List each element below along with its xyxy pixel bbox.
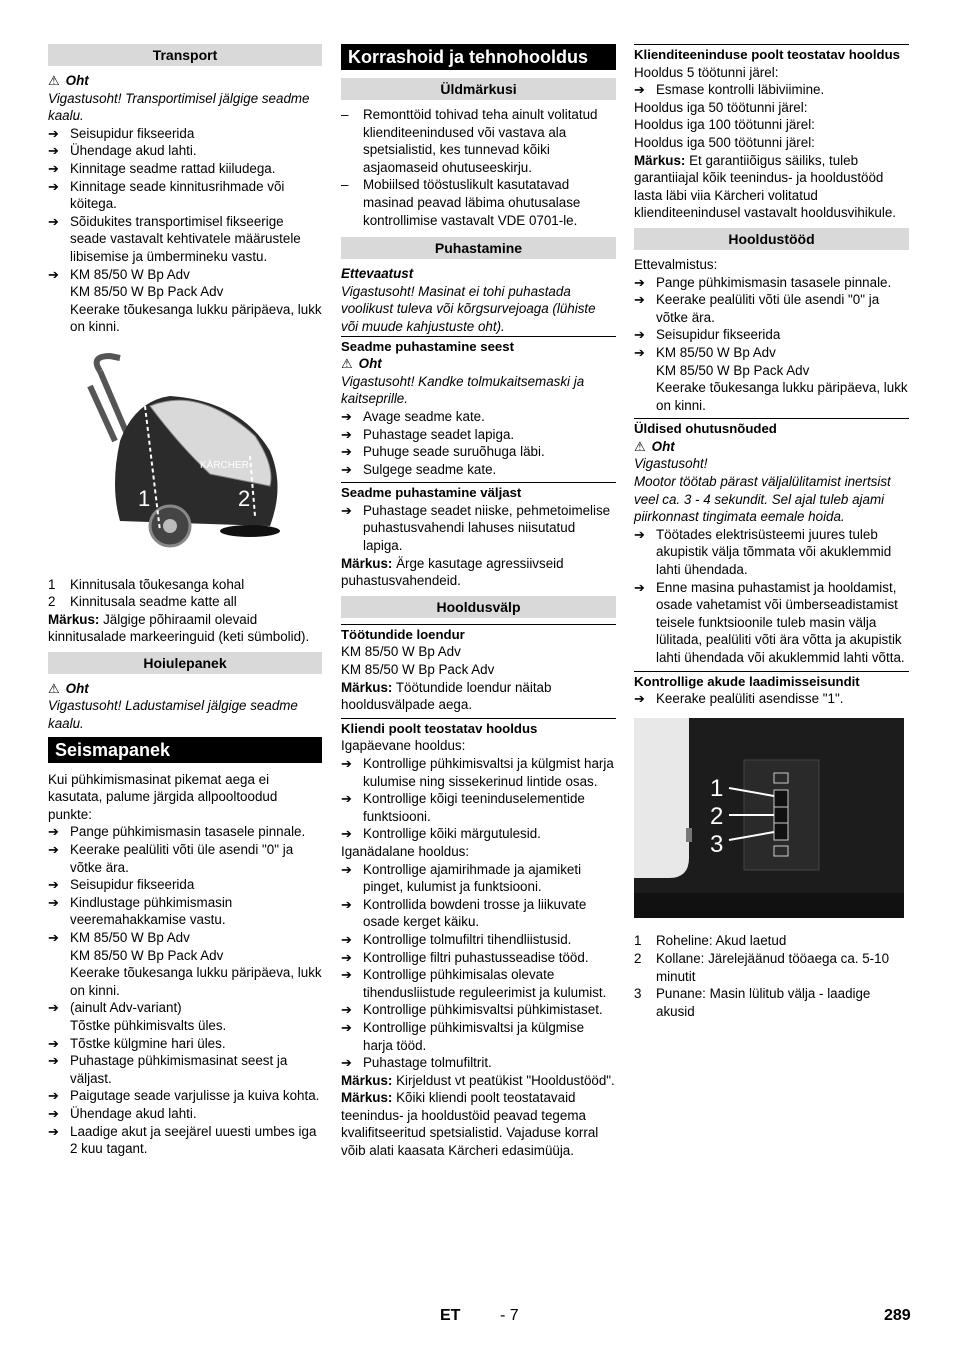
- list-item: ➔ KM 85/50 W Bp Adv: [634, 344, 909, 362]
- text-line: Ettevalmistus:: [634, 256, 718, 272]
- danger-label: ⚠ Oht: [634, 438, 675, 454]
- note: Märkus: Et garantiiõigus säiliks, tuleb garantiiajal kõik teenindus- ja hooldustööd lasta läbi viia Kärcheri volitatud klienditeenindusel vastavalt hooldusvihikule.: [634, 152, 897, 221]
- intro-text: Kui pühkimismasinat pikemat aega ei kasutata, palume järgida allpooltoodud punkte:: [48, 771, 278, 822]
- danger-label: ⚠ Oht: [341, 356, 382, 372]
- list-item: ➔ Keerake pealüliti asendisse "1".: [634, 690, 909, 708]
- legend-item: 2 Kollane: Järelejäänud tööaega ca. 5-10 minutit: [634, 950, 890, 984]
- list-item: ➔ Kinnitage seade kinnitusrihmade või köitega.: [48, 178, 322, 213]
- list-item: ➔ Sulgege seadme kate.: [341, 461, 616, 479]
- note: Märkus: Kirjeldust vt peatükist "Hooldustööd".: [341, 1072, 615, 1088]
- list-item: ➔ Kontrollida bowdeni trosse ja liikuvate osade kerget käiku.: [341, 896, 616, 931]
- list-item: ➔ Tõstke külgmine hari üles.: [48, 1035, 322, 1053]
- list-item-indent: KM 85/50 W Bp Pack Adv: [70, 284, 224, 300]
- list-item: ➔ Keerake pealüliti võti üle asendi "0" ja võtke ära.: [634, 291, 909, 326]
- sweeper-figure: [60, 346, 300, 561]
- hoiulepanek-heading: Hoiulepanek: [48, 652, 322, 674]
- battery-indicator-figure: [634, 718, 904, 918]
- dash-item: – Mobiilsed tööstuslikult kasutatavad masinad peavad läbima ohutusalase kontrollimise vastavalt VDE 0701-le.: [341, 176, 616, 229]
- list-item: ➔ Paigutage seade varjulisse ja kuiva kohta.: [48, 1087, 322, 1105]
- list-item: ➔ Kontrollige pühkimisvaltsi pühkimistaset.: [341, 1001, 616, 1019]
- list-item: ➔ (ainult Adv-variant): [48, 999, 322, 1017]
- list-item: ➔ Puhastage seadet lapiga.: [341, 426, 616, 444]
- figure-number-2: 2: [710, 802, 724, 830]
- footer-language: ET: [440, 1307, 461, 1324]
- subheading: Üldised ohutusnõuded: [634, 418, 909, 438]
- text-line: Hooldus iga 100 töötunni järel:: [634, 117, 815, 133]
- warning-text: Mootor töötab pärast väljalülitamist inertsist veel ca. 3 - 4 sekundit. Sel ajal tuleb ajami piirkonnast tingimata eemale hoida.: [634, 474, 891, 525]
- list-item: ➔ Kontrollige kõiki märgutulesid.: [341, 825, 616, 843]
- list-item: ➔ Esmase kontrolli läbiviimine.: [634, 81, 909, 99]
- list-item-indent: Keerake tõukesanga lukku päripäeva, lukk on kinni.: [70, 965, 322, 998]
- subheading: Seadme puhastamine väljast: [341, 482, 616, 502]
- warning-icon: ⚠: [48, 680, 60, 696]
- warning-text: Vigastusoht!: [634, 456, 708, 472]
- figure-number-1: 1: [138, 485, 151, 511]
- danger-label: ⚠ Oht: [48, 73, 89, 88]
- legend-item: 1 Roheline: Akud laetud: [634, 933, 787, 949]
- legend-item: 3 Punane: Masin lülitub välja - laadige akusid: [634, 986, 871, 1019]
- transport-heading: Transport: [48, 44, 322, 66]
- list-item: ➔ Kinnitage seadme rattad kiiludega.: [48, 160, 322, 178]
- list-item: ➔ Kontrollige pühkimisalas olevate tihendusliistude reguleerimist ja kulumist.: [341, 966, 616, 1001]
- text-line: Iganädalane hooldus:: [341, 843, 470, 859]
- column-2: [341, 44, 616, 1160]
- list-item: ➔ Seisupidur fikseerida: [48, 876, 322, 894]
- yldmarkusi-heading: Üldmärkusi: [341, 78, 616, 100]
- figure-number-3: 3: [710, 830, 724, 858]
- list-item: ➔ Ühendage akud lahti.: [48, 1105, 322, 1123]
- page-number: 289: [884, 1307, 911, 1324]
- subheading: Klienditeeninduse poolt teostatav hooldus: [634, 44, 909, 64]
- list-item: ➔ Seisupidur fikseerida: [634, 326, 909, 344]
- column-1: [48, 44, 322, 1158]
- note: Märkus: Jälgige põhiraamil olevaid kinnitusalade markeeringuid (keti sümbolid).: [48, 611, 310, 645]
- subheading: Töötundide loendur: [341, 624, 616, 644]
- list-item: ➔ Avage seadme kate.: [341, 408, 616, 426]
- warning-text: Vigastusoht! Ladustamisel jälgige seadme kaalu.: [48, 698, 298, 732]
- warning-icon: ⚠: [634, 438, 646, 454]
- list-item: ➔ Kontrollige kõigi teeninduselementide funktsiooni.: [341, 790, 616, 825]
- list-item: ➔ Pange pühkimismasin tasasele pinnale.: [48, 823, 322, 841]
- figure-number-2: 2: [238, 485, 251, 511]
- note: Märkus: Kõiki kliendi poolt teostatavaid teenindus- ja hooldustöid peavad tegema kvalifitseeritud spetsialistid. Vajaduse korral võib alati kaasata Kärcheri edasimüüja.: [341, 1090, 599, 1159]
- list-item: ➔ Seisupidur fikseerida: [48, 125, 322, 143]
- model-line: KM 85/50 W Bp Adv: [341, 644, 461, 660]
- list-item-indent: Keerake tõukesanga lukku päripäeva, lukk on kinni.: [70, 301, 322, 335]
- text-line: Hooldus iga 50 töötunni järel:: [634, 99, 808, 115]
- footer-section-page: - 7: [500, 1307, 519, 1324]
- list-item: ➔ Pange pühkimismasin tasasele pinnale.: [634, 274, 909, 292]
- list-item: ➔ Kontrollige filtri puhastusseadise tööd.: [341, 949, 616, 967]
- list-item: ➔ Töötades elektrisüsteemi juures tuleb akupistik välja tõmmata või akuklemmid lahti ühendada.: [634, 526, 909, 579]
- text-line: Igapäevane hooldus:: [341, 738, 466, 754]
- hooldustood-heading: Hooldustööd: [634, 228, 909, 250]
- note: Märkus: Ärge kasutage agressiivseid puhastusvahendeid.: [341, 555, 564, 589]
- list-item-indent: Tõstke pühkimisvalts üles.: [70, 1017, 227, 1033]
- seismapanek-heading: Seismapanek: [48, 737, 322, 763]
- warning-text: Vigastusoht! Masinat ei tohi puhastada voolikust tuleva või kõrgsurvejoaga (lühiste või muude kahjustuste oht).: [341, 283, 596, 334]
- warning-icon: ⚠: [48, 73, 60, 88]
- list-item: ➔ KM 85/50 W Bp Adv: [48, 929, 322, 947]
- list-item-indent: Keerake tõukesanga lukku päripäeva, lukk on kinni.: [656, 380, 908, 413]
- legend-item: 1 Kinnitusala tõukesanga kohal: [48, 576, 245, 592]
- subheading: Seadme puhastamine seest: [341, 336, 616, 356]
- danger-label: ⚠ Oht: [48, 680, 89, 696]
- subheading: Kontrollige akude laadimisseisundit: [634, 671, 909, 691]
- list-item: ➔ Enne masina puhastamist ja hooldamist, osade vahetamist või ümberseadistamist teisele funktsioonile tuleb masin välja lülitada, pealüliti võti ära võtta ja akupistik lahti ühendada või akuklemmid lahti võtta.: [634, 579, 909, 667]
- list-item: ➔ Sõidukites transportimisel fikseerige seade vastavalt kehtivatele määrustele libisemise ja ümbermineku vastu.: [48, 213, 322, 266]
- list-item: ➔ Kontrollige tolmufiltri tihendliistusid.: [341, 931, 616, 949]
- note: Märkus: Töötundide loendur näitab hooldusvälpade aega.: [341, 679, 552, 713]
- model-line: KM 85/50 W Bp Pack Adv: [341, 662, 495, 678]
- caution-label: Ettevaatust: [341, 266, 414, 282]
- dash-item: – Remonttöid tohivad teha ainult volitatud klienditeenindused või vastava ala spetsialistid, kes tunnevad kõiki asjaomaseid ohutuseeskirju.: [341, 106, 616, 176]
- legend-item: 2 Kinnitusala seadme katte all: [48, 594, 237, 610]
- puhastamine-heading: Puhastamine: [341, 237, 616, 259]
- list-item: ➔ KM 85/50 W Bp Adv: [48, 266, 322, 284]
- column-3: [634, 44, 909, 1020]
- hooldusvalp-heading: Hooldusvälp: [341, 596, 616, 618]
- list-item: ➔ Kontrollige ajamirihmade ja ajamiketi pinget, kulumist ja funktsiooni.: [341, 861, 616, 896]
- list-item-indent: KM 85/50 W Bp Pack Adv: [656, 362, 810, 378]
- list-item: ➔ Kontrollige pühkimisvaltsi ja külgmise harja tööd.: [341, 1019, 616, 1054]
- list-item: ➔ Kontrollige pühkimisvaltsi ja külgmist harja kulumise ning sissekerinud lintide osas.: [341, 755, 616, 790]
- brand-label: KÄRCHER: [200, 459, 249, 471]
- list-item: ➔ Keerake pealüliti võti üle asendi "0" ja võtke ära.: [48, 841, 322, 876]
- warning-text: Vigastusoht! Kandke tolmukaitsemaski ja kaitseprille.: [341, 373, 585, 407]
- figure-number-1: 1: [710, 774, 724, 802]
- list-item: ➔ Laadige akut ja seejärel uuesti umbes iga 2 kuu tagant.: [48, 1123, 322, 1158]
- list-item: ➔ Ühendage akud lahti.: [48, 142, 322, 160]
- list-item: ➔ Puhuge seade suruõhuga läbi.: [341, 443, 616, 461]
- korrashoid-heading: Korrashoid ja tehnohooldus: [341, 44, 616, 70]
- list-item: ➔ Puhastage tolmufiltrit.: [341, 1054, 616, 1072]
- list-item: ➔ Puhastage pühkimismasinat seest ja väljast.: [48, 1052, 322, 1087]
- subheading: Kliendi poolt teostatav hooldus: [341, 718, 616, 738]
- warning-text: Vigastusoht! Transportimisel jälgige seadme kaalu.: [48, 90, 310, 124]
- list-item: ➔ Puhastage seadet niiske, pehmetoimelise puhastusvahendi lahuses niisutatud lapiga.: [341, 502, 616, 555]
- text-line: Hooldus iga 500 töötunni järel:: [634, 134, 815, 150]
- text-line: Hooldus 5 töötunni järel:: [634, 64, 779, 80]
- warning-icon: ⚠: [341, 356, 353, 372]
- list-item: ➔ Kindlustage pühkimismasin veeremahakkamise vastu.: [48, 894, 322, 929]
- list-item-indent: KM 85/50 W Bp Pack Adv: [70, 947, 224, 963]
